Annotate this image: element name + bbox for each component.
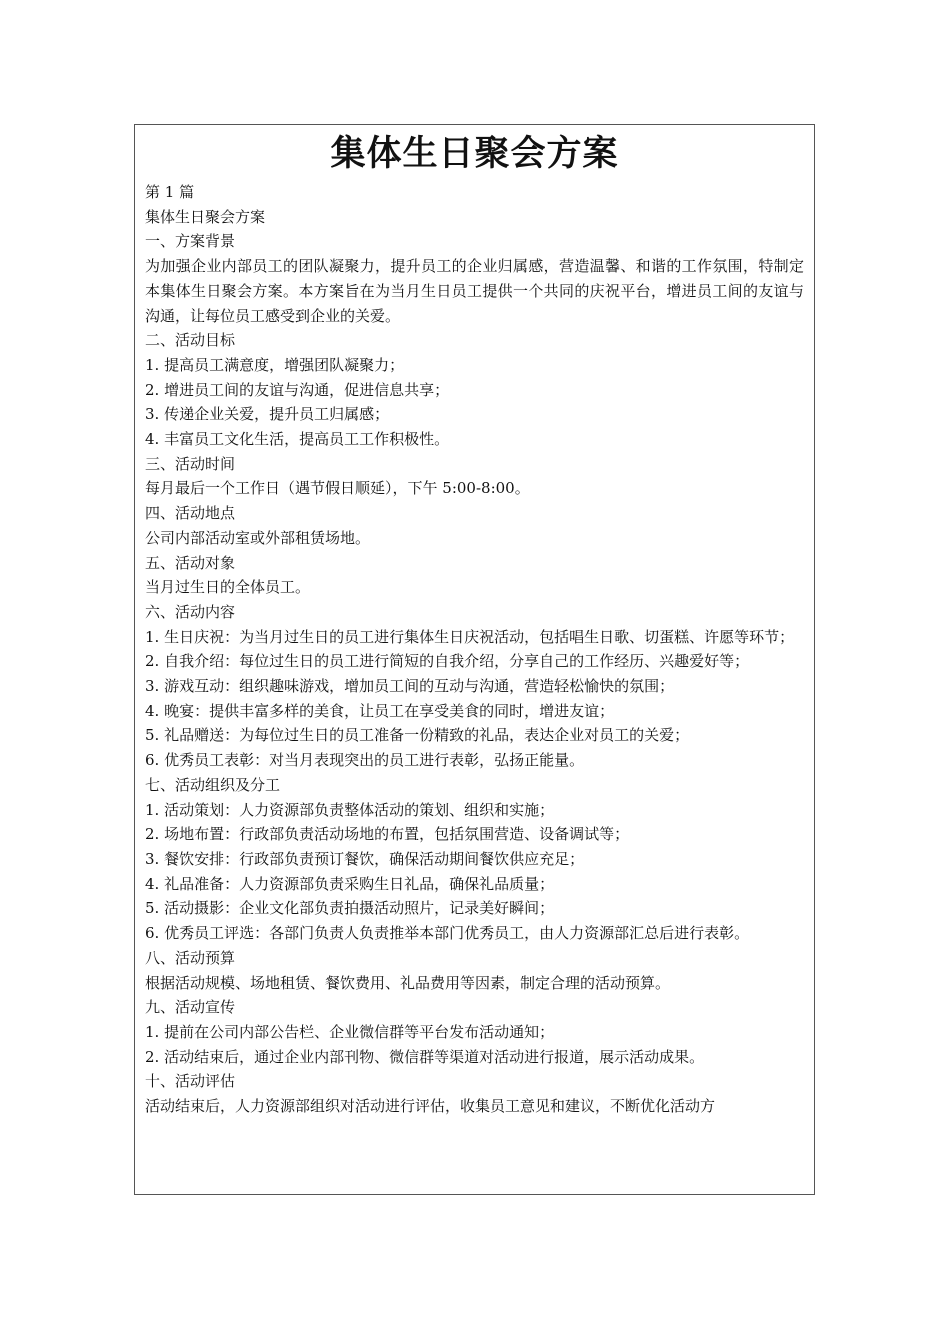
document-title: 集体生日聚会方案 (330, 134, 619, 174)
heading-time: 三、活动时间 (145, 454, 236, 473)
paragraph-location: 公司内部活动室或外部租赁场地。 (145, 528, 371, 547)
organization-item: 1. 活动策划：人力资源部负责整体活动的策划、组织和实施； (145, 800, 555, 819)
document-frame (134, 124, 815, 1195)
paragraph-evaluation: 活动结束后，人力资源部组织对活动进行评估，收集员工意见和建议，不断优化活动方 (145, 1097, 716, 1116)
heading-promotion: 九、活动宣传 (145, 998, 236, 1017)
heading-organization: 七、活动组织及分工 (145, 775, 281, 794)
promotion-item: 2. 活动结束后，通过企业内部刊物、微信群等渠道对活动进行报道，展示活动成果。 (145, 1047, 705, 1066)
document-body (135, 180, 814, 1119)
content-item: 1. 生日庆祝：为当月过生日的员工进行集体生日庆祝活动，包括唱生日歌、切蛋糕、许愿等环节； (145, 627, 795, 646)
organization-item: 3. 餐饮安排：行政部负责预订餐饮，确保活动期间餐饮供应充足； (145, 849, 585, 868)
paragraph-budget: 根据活动规模、场地租赁、餐饮费用、礼品费用等因素，制定合理的活动预算。 (145, 973, 671, 992)
heading-goals: 二、活动目标 (145, 331, 236, 350)
organization-item: 5. 活动摄影：企业文化部负责拍摄活动照片，记录美好瞬间； (145, 899, 555, 918)
organization-item: 2. 场地布置：行政部负责活动场地的布置，包括氛围营造、设备调试等； (145, 825, 630, 844)
subtitle: 集体生日聚会方案 (145, 207, 266, 226)
paragraph-audience: 当月过生日的全体员工。 (145, 578, 311, 597)
paragraph-time: 每月最后一个工作日（遇节假日顺延），下午 5:00-8:00。 (145, 479, 530, 498)
goal-item: 3. 传递企业关爱，提升员工归属感； (145, 405, 390, 424)
heading-audience: 五、活动对象 (145, 553, 236, 572)
content-item: 4. 晚宴：提供丰富多样的美食，让员工在享受美食的同时，增进友谊； (145, 701, 615, 720)
goal-item: 2. 增进员工间的友谊与沟通，促进信息共享； (145, 380, 450, 399)
content-item: 6. 优秀员工表彰：对当月表现突出的员工进行表彰，弘扬正能量。 (145, 751, 585, 770)
heading-budget: 八、活动预算 (145, 948, 236, 967)
content-item: 3. 游戏互动：组织趣味游戏，增加员工间的互动与沟通，营造轻松愉快的氛围； (145, 677, 675, 696)
heading-background: 一、方案背景 (145, 232, 236, 251)
goal-item: 4. 丰富员工文化生活，提高员工工作积极性。 (145, 430, 450, 449)
content-item: 2. 自我介绍：每位过生日的员工进行简短的自我介绍，分享自己的工作经历、兴趣爱好等； (145, 652, 750, 671)
organization-item: 6. 优秀员工评选：各部门负责人负责推举本部门优秀员工，由人力资源部汇总后进行表彰。 (145, 924, 750, 943)
paragraph-background: 为加强企业内部员工的团队凝聚力，提升员工的企业归属感，营造温馨、和谐的工作氛围，特制定本集体生日聚会方案。本方案旨在为当月生日员工提供一个共同的庆祝平台，增进员工间的友谊与沟通，让每位员工感受到企业的关爱。 (145, 257, 804, 325)
organization-item: 4. 礼品准备：人力资源部负责采购生日礼品，确保礼品质量； (145, 874, 555, 893)
heading-location: 四、活动地点 (145, 504, 236, 523)
section-label: 第 1 篇 (145, 183, 195, 201)
content-item: 5. 礼品赠送：为每位过生日的员工准备一份精致的礼品，表达企业对员工的关爱； (145, 726, 690, 745)
goal-item: 1. 提高员工满意度，增强团队凝聚力； (145, 355, 405, 374)
heading-evaluation: 十、活动评估 (145, 1072, 236, 1091)
heading-content: 六、活动内容 (145, 602, 236, 621)
promotion-item: 1. 提前在公司内部公告栏、企业微信群等平台发布活动通知； (145, 1022, 555, 1041)
